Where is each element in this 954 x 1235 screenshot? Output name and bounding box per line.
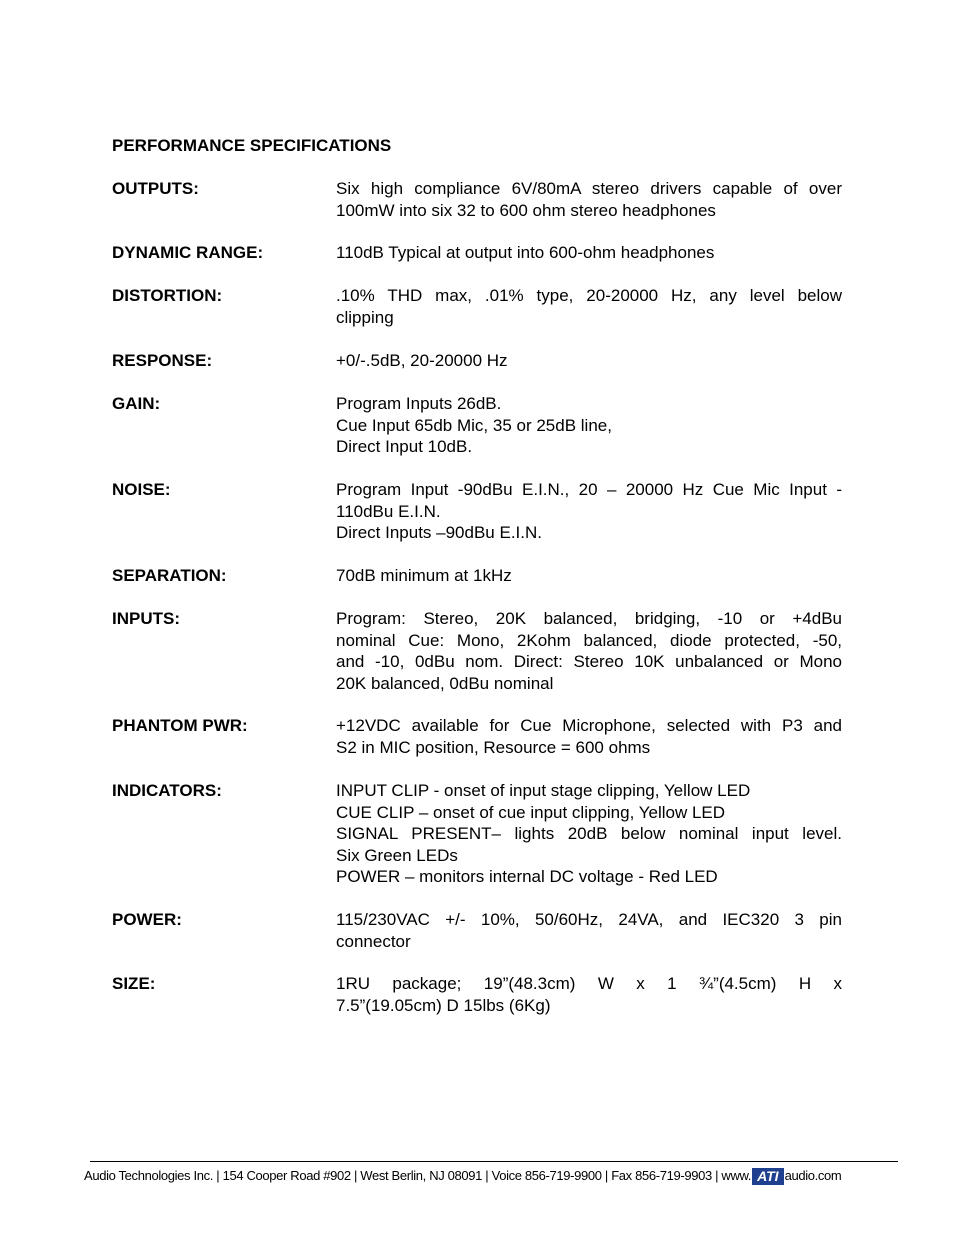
spec-value-line: Cue Input 65db Mic, 35 or 25dB line, — [336, 415, 612, 435]
spec-value-line: +12VDC available for Cue Microphone, selected with P3 and — [336, 716, 842, 735]
spec-value-line: 115/230VAC +/- 10%, 50/60Hz, 24VA, and IEC320 3 pin — [336, 910, 842, 929]
spec-label: SIZE: — [112, 974, 156, 993]
spec-label: RESPONSE: — [112, 351, 213, 370]
spec-value-line: S2 in MIC position, Resource = 600 ohms — [336, 737, 651, 757]
spec-value-line: 110dBu E.I.N. — [336, 501, 441, 521]
spec-value-line: Direct Inputs –90dBu E.I.N. — [336, 523, 542, 542]
spec-label: GAIN: — [112, 394, 161, 413]
spec-value-line: Six Green LEDs — [336, 845, 458, 865]
spec-value — [336, 909, 842, 952]
spec-label: INDICATORS: — [112, 781, 222, 800]
spec-value — [336, 242, 842, 264]
spec-value-line: and -10, 0dBu nom. Direct: Stereo 10K unbalanced or Mono — [336, 652, 842, 671]
footer — [84, 1167, 912, 1185]
spec-value-line: 20K balanced, 0dBu nominal — [336, 673, 554, 693]
footer-text-domain: audio.com — [784, 1168, 842, 1183]
spec-value — [336, 565, 842, 587]
spec-value — [336, 178, 842, 221]
spec-value-line: INPUT CLIP - onset of input stage clipping, Yellow LED — [336, 781, 751, 800]
spec-label: PHANTOM PWR: — [112, 716, 248, 735]
ati-logo: ATI — [752, 1168, 784, 1185]
spec-value — [336, 780, 842, 888]
spec-value-line: CUE CLIP – onset of cue input clipping, Yellow LED — [336, 802, 726, 822]
spec-value-line: Program: Stereo, 20K balanced, bridging, -10 or +4dBu — [336, 609, 842, 628]
spec-value-line: nominal Cue: Mono, 2Kohm balanced, diode protected, -50, — [336, 630, 842, 650]
spec-value-line: clipping — [336, 307, 394, 327]
spec-label: OUTPUTS: — [112, 179, 199, 198]
spec-value-line: 100mW into six 32 to 600 ohm stereo headphones — [336, 200, 716, 220]
spec-value-line: +0/-.5dB, 20-20000 Hz — [336, 351, 508, 370]
spec-label: DISTORTION: — [112, 286, 223, 305]
spec-value-line: Six high compliance 6V/80mA stereo drivers capable of over — [336, 179, 842, 198]
spec-value-line: 110dB Typical at output into 600-ohm headphones — [336, 243, 715, 262]
spec-value — [336, 393, 842, 458]
spec-value-line: 70dB minimum at 1kHz — [336, 566, 512, 585]
spec-value — [336, 285, 842, 328]
spec-value-line: POWER – monitors internal DC voltage - Red LED — [336, 867, 718, 886]
page-title: PERFORMANCE SPECIFICATIONS — [112, 136, 392, 155]
spec-value-line: Program Inputs 26dB. — [336, 394, 502, 413]
spec-label: NOISE: — [112, 480, 171, 499]
footer-divider — [90, 1161, 898, 1162]
spec-label: SEPARATION: — [112, 566, 227, 585]
spec-value — [336, 608, 842, 694]
spec-value-line: 7.5”(19.05cm) D 15lbs (6Kg) — [336, 995, 551, 1015]
spec-value-line: Direct Input 10dB. — [336, 437, 473, 456]
spec-value-line: Program Input -90dBu E.I.N., 20 – 20000 Hz Cue Mic Input - — [336, 480, 842, 499]
spec-value-line: SIGNAL PRESENT– lights 20dB below nominal input level. — [336, 824, 842, 843]
spec-label: INPUTS: — [112, 609, 180, 628]
spec-value-line: .10% THD max, .01% type, 20-20000 Hz, any level below — [336, 286, 842, 305]
spec-label: POWER: — [112, 910, 182, 929]
spec-label: DYNAMIC RANGE: — [112, 243, 264, 262]
spec-value — [336, 479, 842, 544]
spec-value — [336, 973, 842, 1016]
spec-value-line: connector — [336, 931, 411, 951]
footer-text: Audio Technologies Inc. | 154 Cooper Road #902 | West Berlin, NJ 08091 | Voice 856-719-9900 | Fax 856-719-9903 | www. — [84, 1168, 752, 1183]
spec-value-line: 1RU package; 19”(48.3cm) W x 1 ¾”(4.5cm) H x — [336, 974, 842, 993]
spec-value — [336, 350, 842, 372]
spec-value — [336, 715, 842, 758]
